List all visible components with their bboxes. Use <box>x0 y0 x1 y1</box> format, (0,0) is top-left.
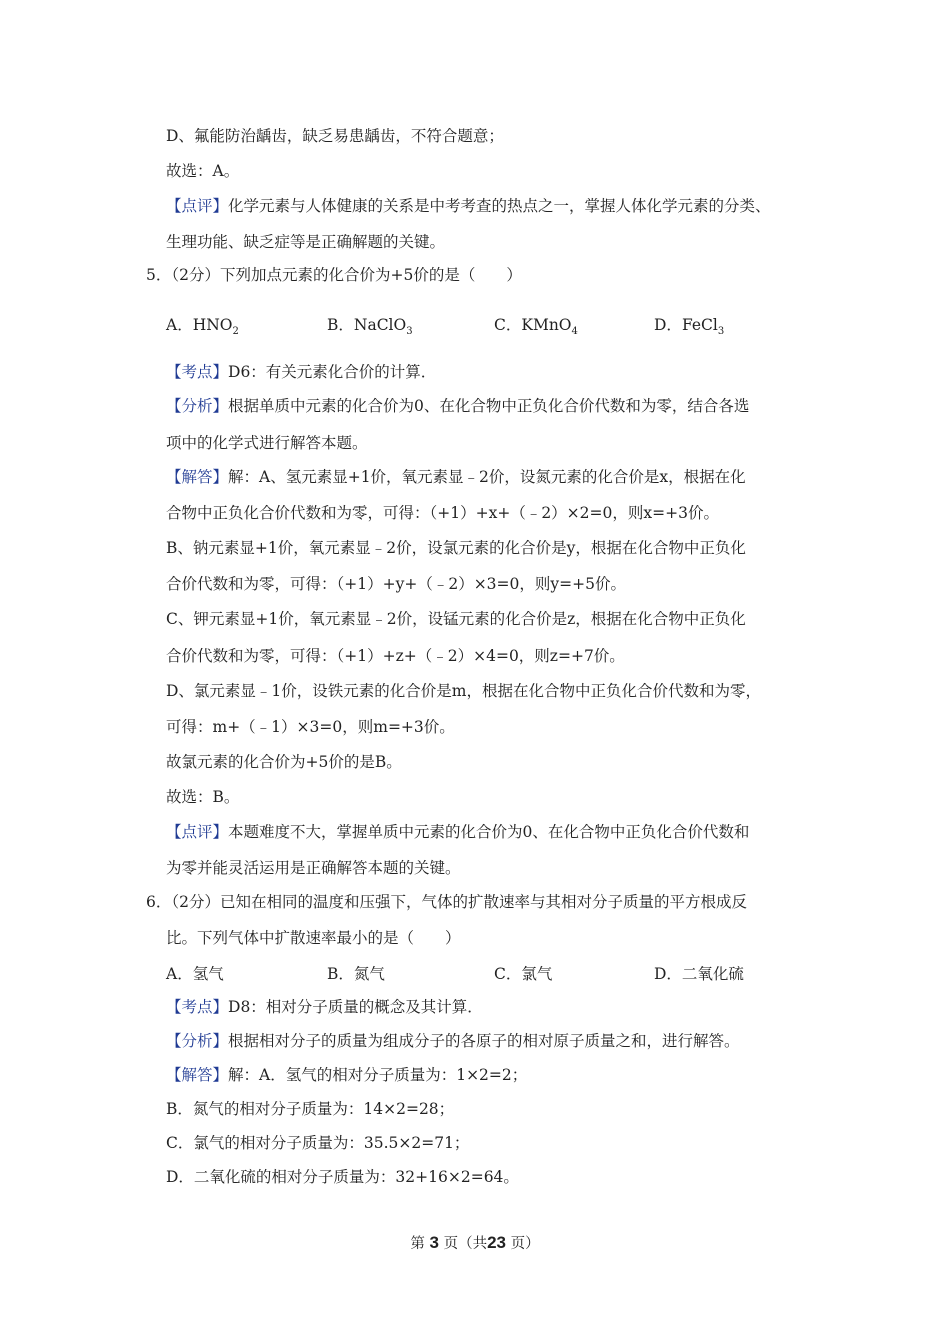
q5-fenxi: 【分析】根据单质中元素的化合价为0、在化合物中正负化合价代数和为零，结合各选 <box>166 397 750 415</box>
q4-answer: 故选：A。 <box>166 162 240 180</box>
page-total: 23 <box>487 1233 506 1252</box>
q5-comment: 【点评】本题难度不大，掌握单质中元素的化合价为0、在化合物中正负化合价代数和 <box>166 823 750 841</box>
kaodian-tag: 【考点】 <box>166 363 229 381</box>
q6-option-b: B．氮气 <box>327 965 385 983</box>
q4-option-d-analysis: D、氟能防治龋齿，缺乏易患龋齿，不符合题意； <box>166 127 504 145</box>
q5-jieda-line-6: 合价代数和为零，可得：（+1）+z+（﹣2）×4=0，则z=+7价。 <box>166 647 625 665</box>
q5-option-a: A．$HNO_2$ <box>166 316 239 338</box>
comment-tag: 【点评】 <box>166 197 229 215</box>
q5-jieda-line-5: C、钾元素显+1价，氧元素显﹣2价，设锰元素的化合价是z，根据在化合物中正负化 <box>166 610 746 628</box>
fenxi-tag: 【分析】 <box>166 1032 229 1050</box>
fenxi-tag: 【分析】 <box>166 397 229 415</box>
q5-jieda-line-7: D、氯元素显﹣1价，设铁元素的化合价是m，根据在化合物中正负化合价代数和为零， <box>166 682 761 700</box>
q6-option-d: D．二氧化硫 <box>654 965 744 983</box>
q6-fenxi: 【分析】根据相对分子的质量为组成分子的各原子的相对原子质量之和，进行解答。 <box>166 1032 740 1050</box>
q5-jieda-line-2: 合物中正负化合价代数和为零，可得：（+1）+x+（﹣2）×2=0，则x=+3价。 <box>166 504 719 522</box>
q6-jieda-line-2: B．氮气的相对分子质量为：14×2=28； <box>166 1100 455 1118</box>
comment-text: 化学元素与人体健康的关系是中考考查的热点之一，掌握人体化学元素的分类、 <box>228 197 771 215</box>
q6-jieda-line-3: C．氯气的相对分子质量为：35.5×2=71； <box>166 1134 470 1152</box>
jieda-tag: 【解答】 <box>166 1066 229 1084</box>
q5-jieda: 【解答】解：A、氢元素显+1价，氧元素显﹣2价，设氮元素的化合价是x，根据在化 <box>166 468 746 486</box>
q6-jieda: 【解答】解：A．氢气的相对分子质量为：1×2=2； <box>166 1066 528 1084</box>
q6-stem: 6．（2分）已知在相同的温度和压强下，气体的扩散速率与其相对分子质量的平方根成反 <box>146 893 747 911</box>
q5-option-b: B．NaClO$_3$ <box>327 316 413 338</box>
q6-jieda-line-4: D．二氧化硫的相对分子质量为：32+16×2=64。 <box>166 1168 519 1186</box>
q5-kaodian: 【考点】D6：有关元素化合价的计算． <box>166 363 437 381</box>
q6-stem-cont: 比。下列气体中扩散速率最小的是（ ） <box>166 929 461 947</box>
q5-comment-cont: 为零并能灵活运用是正确解答本题的关键。 <box>166 859 461 877</box>
q5-stem: 5．（2分）下列加点元素的化合价为+5价的是（ ） <box>146 266 522 284</box>
page-number: 3 <box>429 1233 439 1252</box>
q5-conclusion: 故氯元素的化合价为+5价的是B。 <box>166 753 402 771</box>
q6-option-a: A．氢气 <box>166 965 224 983</box>
kaodian-tag: 【考点】 <box>166 998 229 1016</box>
q5-options <box>166 313 806 338</box>
q6-option-c: C．氯气 <box>494 965 553 983</box>
q5-answer: 故选：B。 <box>166 788 240 806</box>
q4-comment-cont: 生理功能、缺乏症等是正确解题的关键。 <box>166 233 446 251</box>
q5-fenxi-cont: 项中的化学式进行解答本题。 <box>166 434 368 452</box>
q5-option-d: D．FeCl$_3$ <box>654 316 725 338</box>
q5-jieda-line-4: 合价代数和为零，可得：（+1）+y+（﹣2）×3=0，则y=+5价。 <box>166 575 626 593</box>
q5-jieda-line-8: 可得：m+（﹣1）×3=0，则m=+3价。 <box>166 718 455 736</box>
comment-tag: 【点评】 <box>166 823 229 841</box>
q4-comment <box>166 196 771 216</box>
jieda-tag: 【解答】 <box>166 468 229 486</box>
page-footer: 第 3 页（共23 页） <box>410 1233 540 1252</box>
q5-option-c: C．KMnO$_4$ <box>494 316 578 338</box>
q5-jieda-line-3: B、钠元素显+1价，氧元素显﹣2价，设氯元素的化合价是y，根据在化合物中正负化 <box>166 539 746 557</box>
q6-kaodian: 【考点】D8：相对分子质量的概念及其计算． <box>166 998 483 1016</box>
q6-options <box>166 962 806 984</box>
